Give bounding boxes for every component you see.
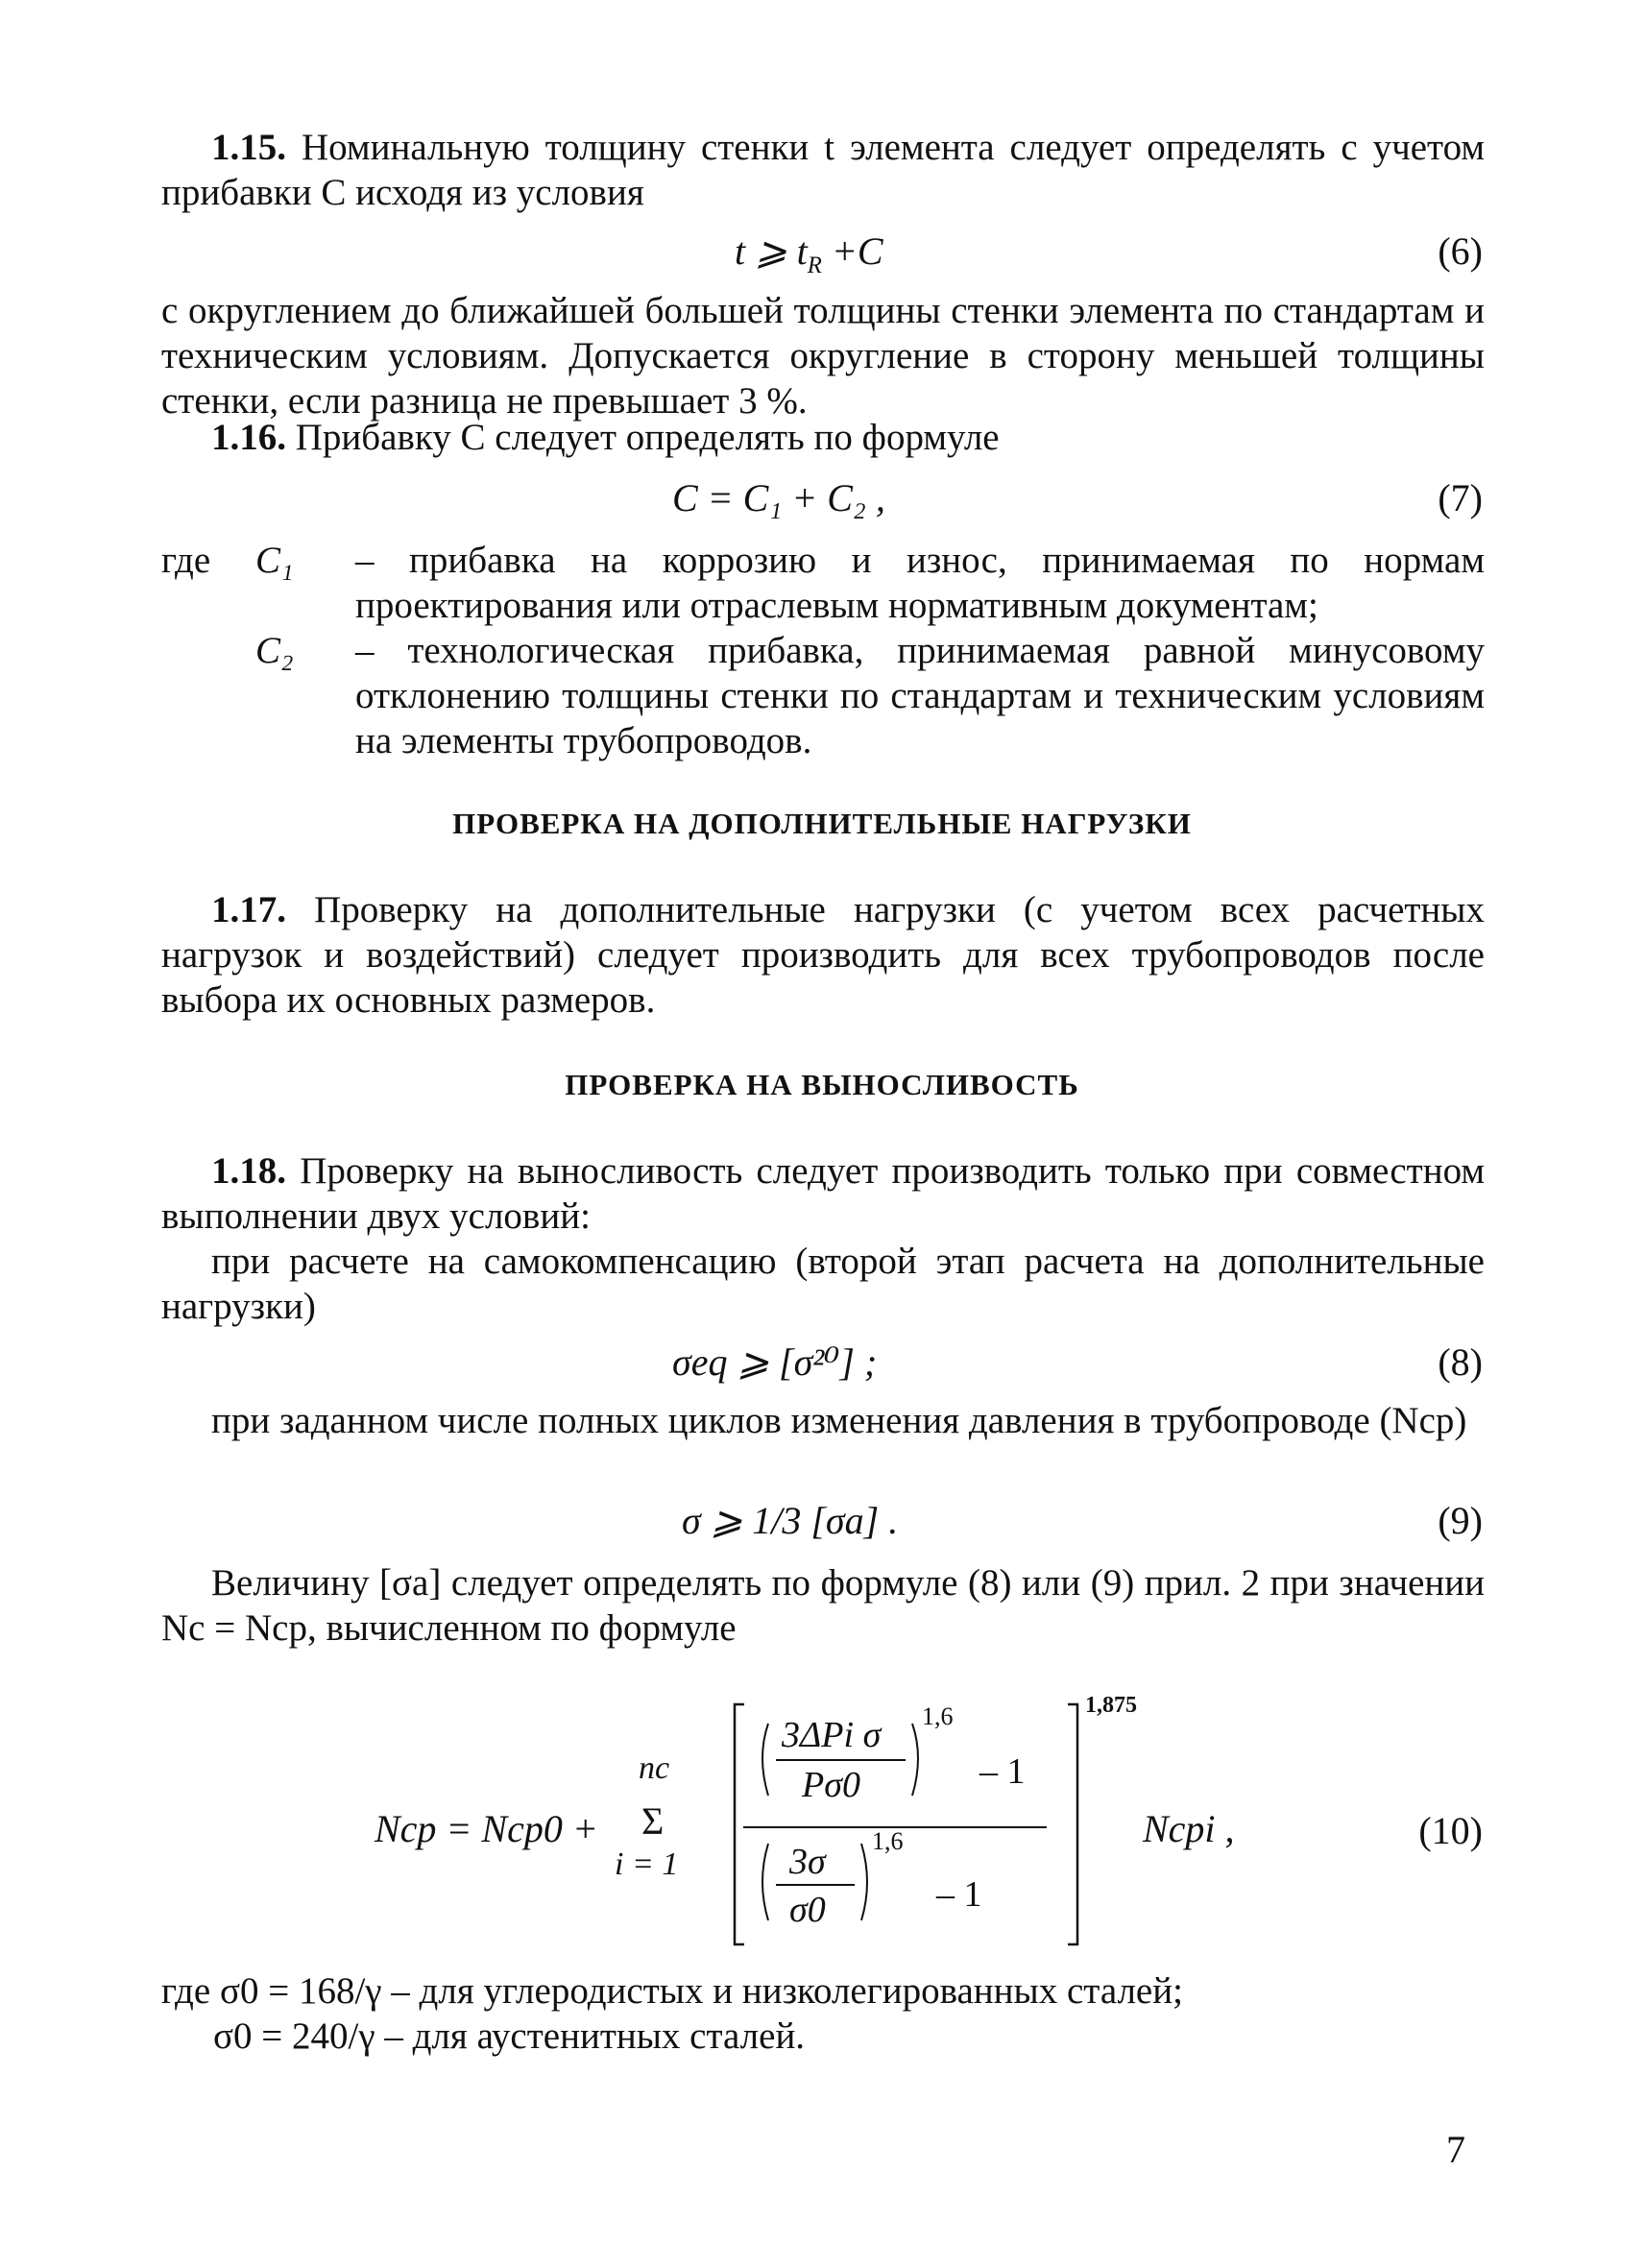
symbol-c2: C₂ bbox=[255, 630, 294, 671]
clause-number: 1.18. bbox=[211, 1150, 286, 1192]
where-sigma0-austenitic: σ0 = 240/γ – для аустенитных сталей. bbox=[213, 2015, 806, 2057]
eq10-num-minus-one: – 1 bbox=[979, 1751, 1026, 1792]
eq10-sum-symbol: Σ bbox=[641, 1799, 665, 1843]
where-sigma0-carbon: где σ0 = 168/γ – для углеродистых и низколегированных сталей; bbox=[161, 1970, 1183, 2012]
equation-6 bbox=[735, 229, 883, 279]
paragraph-1-18-condition-2: при заданном числе полных циклов изменения давления в трубопроводе (Ncp) bbox=[211, 1400, 1467, 1441]
eq10-den-exponent: 1,6 bbox=[872, 1827, 904, 1855]
page-number: 7 bbox=[1446, 2128, 1465, 2171]
eq10-den-frac-top: 3σ bbox=[789, 1842, 826, 1882]
equation-number-6: (6) bbox=[1438, 229, 1483, 273]
paragraph-1-18-condition-1: при расчете на самокомпенсацию (второй этап расчета на дополнительные нагрузки) bbox=[161, 1241, 1485, 1327]
equation-8: σeq ⩾ [σ²⁰] ; bbox=[672, 1340, 878, 1384]
eq10-sum-lower: i = 1 bbox=[615, 1846, 679, 1882]
paragraph-1-15 bbox=[161, 125, 1485, 215]
equation-number-10: (10) bbox=[1418, 1809, 1483, 1852]
clause-text: Номинальную толщину стенки t элемента следует определять с учетом прибавки C исходя из условия bbox=[161, 127, 1485, 213]
eq10-tail: Ncpi , bbox=[1143, 1807, 1235, 1850]
clause-text: Проверку на выносливость следует производить только при совместном выполнении двух условий: bbox=[161, 1150, 1485, 1237]
eq6-rest: +C bbox=[821, 229, 883, 273]
definition-c1: – прибавка на коррозию и износ, принимаемая по нормам проектирования или отраслевым нормативным документам; bbox=[355, 540, 1485, 626]
paragraph-1-15-continued: с округлением до ближайшей большей толщины стенки элемента по стандартам и техническим условиям. Допускается округление в сторону меньшей толщины стенки, если разница не превышает 3 %. bbox=[161, 290, 1485, 422]
paragraph-1-18-value: Величину [σa] следует определять по формуле (8) или (9) прил. 2 при значении Nc = Ncp, вычисленном по формуле bbox=[161, 1562, 1485, 1649]
eq10-num-frac-top: 3ΔPi σ bbox=[782, 1715, 882, 1755]
clause-number: 1.16. bbox=[211, 417, 286, 458]
paragraph-1-16 bbox=[161, 415, 1485, 460]
symbol-c1: C₁ bbox=[255, 540, 294, 581]
equation-number-9: (9) bbox=[1438, 1499, 1483, 1542]
equation-number-7: (7) bbox=[1438, 476, 1483, 519]
equation-10 bbox=[375, 1685, 1235, 1964]
eq10-den-frac-bottom: σ0 bbox=[789, 1890, 826, 1930]
eq10-num-frac-bottom: Pσ0 bbox=[802, 1765, 860, 1805]
equation-9: σ ⩾ 1/3 [σa] . bbox=[682, 1499, 899, 1542]
eq10-lhs: Ncp = Ncp0 + bbox=[375, 1807, 598, 1850]
section-heading-additional-loads: ПРОВЕРКА НА ДОПОЛНИТЕЛЬНЫЕ НАГРУЗКИ bbox=[452, 807, 1192, 840]
paragraph-1-17 bbox=[161, 887, 1485, 1023]
clause-text: Проверку на дополнительные нагрузки (с учетом всех расчетных нагрузок и воздействий) следует производить для всех трубопроводов после выбора их основных размеров. bbox=[161, 889, 1485, 1021]
clause-number: 1.17. bbox=[211, 889, 286, 930]
equation-7: C = C₁ + C₂ , bbox=[672, 476, 885, 519]
clause-text: Прибавку C следует определять по формуле bbox=[286, 417, 1000, 458]
paragraph-1-18 bbox=[161, 1148, 1485, 1239]
where-label: где bbox=[161, 540, 211, 581]
eq10-num-exponent: 1,6 bbox=[922, 1702, 954, 1730]
eq10-outer-exponent: 1,875 bbox=[1085, 1693, 1137, 1718]
eq6-subscript: R bbox=[807, 253, 822, 278]
section-heading-endurance: ПРОВЕРКА НА ВЫНОСЛИВОСТЬ bbox=[565, 1068, 1079, 1101]
eq6-formula: t ⩾ t bbox=[735, 229, 808, 273]
eq10-sum-upper: nc bbox=[639, 1750, 670, 1786]
clause-number: 1.15. bbox=[211, 127, 286, 168]
eq10-den-minus-one: – 1 bbox=[936, 1874, 982, 1915]
definition-c2: – технологическая прибавка, принимаемая равной минусовому отклонению толщины стенки по стандартам и техническим условиям на элементы трубопроводов. bbox=[355, 630, 1485, 761]
equation-number-8: (8) bbox=[1438, 1340, 1483, 1384]
